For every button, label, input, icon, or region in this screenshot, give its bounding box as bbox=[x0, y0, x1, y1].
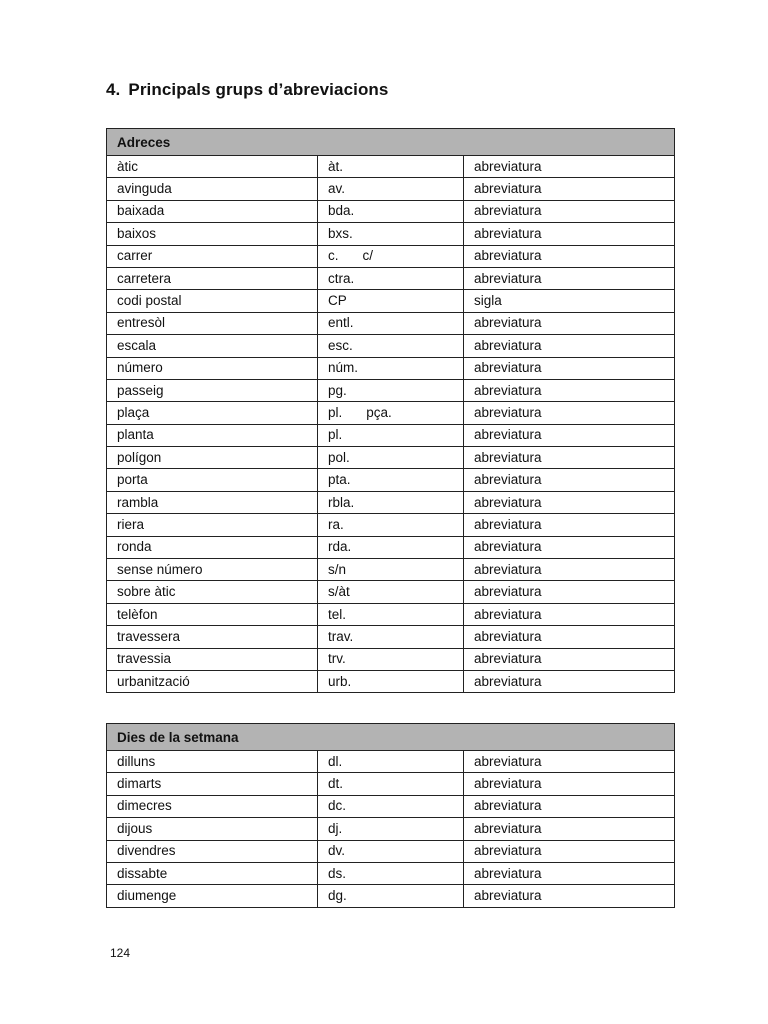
abbreviation-cell bbox=[318, 840, 464, 862]
abbreviation-form: CP bbox=[328, 293, 347, 309]
table-row bbox=[107, 245, 675, 267]
type-cell: abreviatura bbox=[464, 773, 675, 795]
table-row bbox=[107, 357, 675, 379]
abbreviation-cell bbox=[318, 469, 464, 491]
term-cell: diumenge bbox=[107, 885, 318, 907]
table-row bbox=[107, 200, 675, 222]
term-cell: ronda bbox=[107, 536, 318, 558]
table-row bbox=[107, 581, 675, 603]
abbreviation-cell bbox=[318, 670, 464, 692]
term-cell: baixada bbox=[107, 200, 318, 222]
abbreviation-cell bbox=[318, 818, 464, 840]
abbreviation-form: rda. bbox=[328, 539, 352, 555]
table-row bbox=[107, 795, 675, 817]
abbreviation-form: rbla. bbox=[328, 494, 355, 510]
abbreviation-form: dt. bbox=[328, 776, 344, 792]
abbreviation-cell bbox=[318, 178, 464, 200]
abbreviation-cell bbox=[318, 751, 464, 773]
type-cell: sigla bbox=[464, 290, 675, 312]
abbreviation-form: dj. bbox=[328, 820, 343, 836]
table-row bbox=[107, 648, 675, 670]
type-cell: abreviatura bbox=[464, 223, 675, 245]
table-row bbox=[107, 424, 675, 446]
term-cell: riera bbox=[107, 514, 318, 536]
abbreviation-cell bbox=[318, 335, 464, 357]
table-row bbox=[107, 491, 675, 513]
term-cell: travessia bbox=[107, 648, 318, 670]
table-header-row bbox=[107, 129, 675, 156]
section-title-text: Principals grups d’abreviacions bbox=[128, 80, 389, 99]
abbreviation-form: entl. bbox=[328, 315, 354, 331]
term-cell: entresòl bbox=[107, 312, 318, 334]
abbreviation-form: pta. bbox=[328, 472, 351, 488]
table-row bbox=[107, 536, 675, 558]
table-row bbox=[107, 603, 675, 625]
type-cell: abreviatura bbox=[464, 670, 675, 692]
term-cell: dijous bbox=[107, 818, 318, 840]
type-cell: abreviatura bbox=[464, 840, 675, 862]
abbreviation-cell bbox=[318, 581, 464, 603]
term-cell: urbanització bbox=[107, 670, 318, 692]
abbreviation-cell bbox=[318, 536, 464, 558]
abbreviation-cell bbox=[318, 491, 464, 513]
term-cell: àtic bbox=[107, 156, 318, 178]
abbreviation-cell bbox=[318, 559, 464, 581]
section-title bbox=[106, 80, 388, 100]
term-cell: carretera bbox=[107, 267, 318, 289]
type-cell: abreviatura bbox=[464, 751, 675, 773]
term-cell: divendres bbox=[107, 840, 318, 862]
term-cell: passeig bbox=[107, 379, 318, 401]
type-cell: abreviatura bbox=[464, 335, 675, 357]
abbreviation-form: s/àt bbox=[328, 584, 350, 600]
abbreviation-form: av. bbox=[328, 181, 346, 197]
abbreviation-form: pl. bbox=[328, 404, 343, 420]
abbreviation-cell bbox=[318, 402, 464, 424]
term-cell: sense número bbox=[107, 559, 318, 581]
type-cell: abreviatura bbox=[464, 626, 675, 648]
term-cell: plaça bbox=[107, 402, 318, 424]
table-row bbox=[107, 223, 675, 245]
abbreviation-form: pl. bbox=[328, 427, 343, 443]
table-row bbox=[107, 335, 675, 357]
abbreviation-cell bbox=[318, 357, 464, 379]
abbreviation-cell bbox=[318, 312, 464, 334]
type-cell: abreviatura bbox=[464, 245, 675, 267]
page-number: 124 bbox=[110, 946, 131, 960]
abbreviation-form: pol. bbox=[328, 449, 350, 465]
table-row bbox=[107, 469, 675, 491]
type-cell: abreviatura bbox=[464, 536, 675, 558]
abbreviation-form: pça. bbox=[366, 404, 392, 420]
term-cell: planta bbox=[107, 424, 318, 446]
abbreviation-form: núm. bbox=[328, 360, 359, 376]
table-row bbox=[107, 840, 675, 862]
term-cell: dimarts bbox=[107, 773, 318, 795]
abbreviation-cell bbox=[318, 648, 464, 670]
type-cell: abreviatura bbox=[464, 795, 675, 817]
abbreviation-form: trav. bbox=[328, 628, 354, 644]
term-cell: polígon bbox=[107, 447, 318, 469]
type-cell: abreviatura bbox=[464, 603, 675, 625]
table-row bbox=[107, 670, 675, 692]
abbreviation-form: ds. bbox=[328, 865, 347, 881]
abbreviation-form: dl. bbox=[328, 753, 343, 769]
type-cell: abreviatura bbox=[464, 379, 675, 401]
abbreviation-cell bbox=[318, 626, 464, 648]
abbreviation-cell bbox=[318, 424, 464, 446]
table-row bbox=[107, 773, 675, 795]
type-cell: abreviatura bbox=[464, 581, 675, 603]
abbreviation-cell bbox=[318, 379, 464, 401]
abbreviation-cell bbox=[318, 862, 464, 884]
table-header-row bbox=[107, 724, 675, 751]
table-row bbox=[107, 178, 675, 200]
table-body bbox=[107, 751, 675, 908]
table-header: Dies de la setmana bbox=[107, 724, 675, 751]
type-cell: abreviatura bbox=[464, 156, 675, 178]
term-cell: travessera bbox=[107, 626, 318, 648]
abbreviation-cell bbox=[318, 156, 464, 178]
table-row bbox=[107, 885, 675, 907]
table-row bbox=[107, 267, 675, 289]
term-cell: codi postal bbox=[107, 290, 318, 312]
term-cell: porta bbox=[107, 469, 318, 491]
abbreviation-form: c. bbox=[328, 248, 339, 264]
table-row bbox=[107, 156, 675, 178]
table-dies-setmana bbox=[106, 723, 675, 908]
abbreviation-cell bbox=[318, 773, 464, 795]
type-cell: abreviatura bbox=[464, 469, 675, 491]
abbreviation-form: dc. bbox=[328, 798, 347, 814]
type-cell: abreviatura bbox=[464, 818, 675, 840]
table-row bbox=[107, 751, 675, 773]
term-cell: avinguda bbox=[107, 178, 318, 200]
abbreviation-form: pg. bbox=[328, 382, 347, 398]
term-cell: baixos bbox=[107, 223, 318, 245]
type-cell: abreviatura bbox=[464, 514, 675, 536]
term-cell: telèfon bbox=[107, 603, 318, 625]
type-cell: abreviatura bbox=[464, 648, 675, 670]
abbreviation-form: tel. bbox=[328, 606, 347, 622]
abbreviation-cell bbox=[318, 223, 464, 245]
abbreviation-form: esc. bbox=[328, 337, 353, 353]
abbreviation-form: s/n bbox=[328, 561, 347, 577]
abbreviation-cell bbox=[318, 795, 464, 817]
type-cell: abreviatura bbox=[464, 200, 675, 222]
table-row bbox=[107, 312, 675, 334]
type-cell: abreviatura bbox=[464, 402, 675, 424]
table-row bbox=[107, 862, 675, 884]
term-cell: sobre àtic bbox=[107, 581, 318, 603]
abbreviation-form: ra. bbox=[328, 516, 344, 532]
abbreviation-form: urb. bbox=[328, 673, 352, 689]
table-row bbox=[107, 514, 675, 536]
abbreviation-cell bbox=[318, 603, 464, 625]
abbreviation-cell bbox=[318, 885, 464, 907]
table-header: Adreces bbox=[107, 129, 675, 156]
abbreviation-form: dg. bbox=[328, 888, 347, 904]
term-cell: dilluns bbox=[107, 751, 318, 773]
table-adreces bbox=[106, 128, 675, 693]
type-cell: abreviatura bbox=[464, 862, 675, 884]
table-row bbox=[107, 290, 675, 312]
abbreviation-form: bxs. bbox=[328, 225, 353, 241]
type-cell: abreviatura bbox=[464, 424, 675, 446]
term-cell: número bbox=[107, 357, 318, 379]
term-cell: carrer bbox=[107, 245, 318, 267]
abbreviation-form: c/ bbox=[362, 248, 374, 264]
type-cell: abreviatura bbox=[464, 559, 675, 581]
table-row bbox=[107, 402, 675, 424]
table-row bbox=[107, 447, 675, 469]
abbreviation-cell bbox=[318, 447, 464, 469]
type-cell: abreviatura bbox=[464, 312, 675, 334]
abbreviation-cell bbox=[318, 514, 464, 536]
table-row bbox=[107, 559, 675, 581]
type-cell: abreviatura bbox=[464, 178, 675, 200]
term-cell: dissabte bbox=[107, 862, 318, 884]
abbreviation-cell bbox=[318, 290, 464, 312]
abbreviation-cell bbox=[318, 245, 464, 267]
table-row bbox=[107, 379, 675, 401]
abbreviation-form: bda. bbox=[328, 203, 355, 219]
table-body bbox=[107, 156, 675, 693]
type-cell: abreviatura bbox=[464, 491, 675, 513]
section-number: 4. bbox=[106, 80, 121, 99]
term-cell: escala bbox=[107, 335, 318, 357]
abbreviation-form: trv. bbox=[328, 651, 346, 667]
term-cell: dimecres bbox=[107, 795, 318, 817]
table-row bbox=[107, 818, 675, 840]
abbreviation-form: àt. bbox=[328, 158, 344, 174]
abbreviation-cell bbox=[318, 200, 464, 222]
type-cell: abreviatura bbox=[464, 447, 675, 469]
type-cell: abreviatura bbox=[464, 885, 675, 907]
abbreviation-cell bbox=[318, 267, 464, 289]
term-cell: rambla bbox=[107, 491, 318, 513]
type-cell: abreviatura bbox=[464, 267, 675, 289]
abbreviation-form: dv. bbox=[328, 843, 346, 859]
abbreviation-form: ctra. bbox=[328, 270, 355, 286]
type-cell: abreviatura bbox=[464, 357, 675, 379]
table-row bbox=[107, 626, 675, 648]
